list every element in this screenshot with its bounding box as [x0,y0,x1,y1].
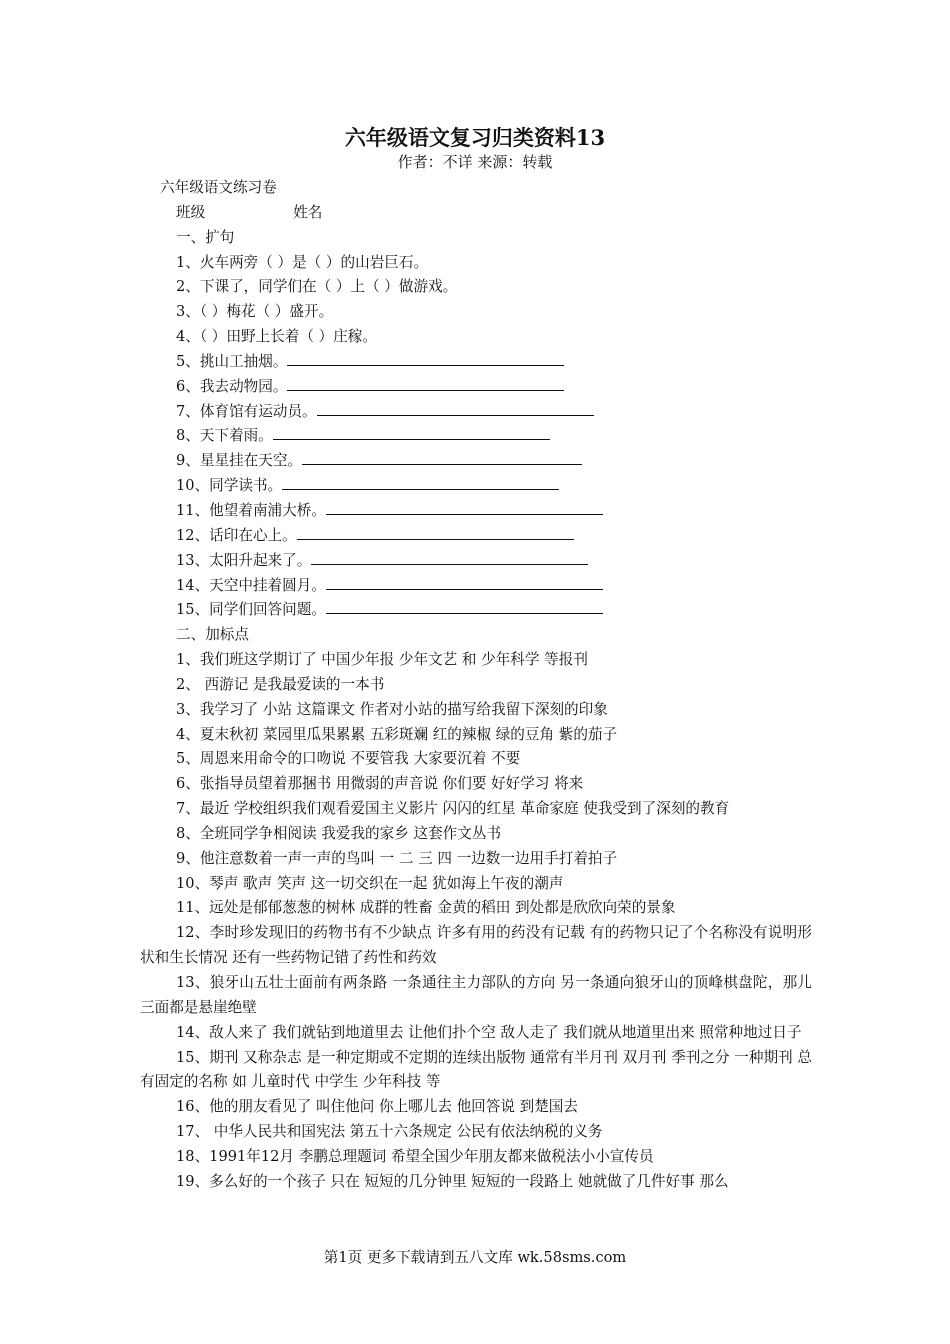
list-item: 8、全班同学争相阅读 我爱我的家乡 这套作文丛书 [176,824,502,842]
list-item: 3、我学习了 小站 这篇课文 作者对小站的描写给我留下深刻的印象 [176,700,608,718]
list-item: 9、他注意数着一声一声的鸟叫 一 二 三 四 一边数一边用手打着拍子 [176,849,618,867]
list-item: 2、下课了，同学们在（ ）上（ ）做游戏。 [176,278,458,296]
answer-blank [297,525,574,540]
list-item: 10、同学读书。 [140,474,812,499]
list-item: 18、1991年12月 李鹏总理题词 希望全国少年朋友都来做税法小小宣传员 [176,1147,654,1165]
list-item: 16、他的朋友看见了 叫住他问 你上哪儿去 他回答说 到楚国去 [176,1098,578,1116]
section-heading-expand: 一、扩句 [176,228,235,246]
answer-blank [311,550,588,565]
answer-blank [287,376,564,391]
list-item: 13、狼牙山五壮士面前有两条路 一条通往主力部队的方向 另一条通向狼牙山的顶峰棋盘陀，那儿三面都是悬崖绝壁 [140,974,812,1016]
list-item: 7、最近 学校组织我们观看爱国主义影片 闪闪的红星 革命家庭 使我受到了深刻的教育 [176,800,730,818]
list-item: 12、李时珍发现旧的药物书有不少缺点 许多有用的药没有记载 有的药物只记了个名称没有说明形状和生长情况 还有一些药物记错了药性和药效 [140,924,812,967]
document-title: 六年级语文复习归类资料13 [344,125,606,150]
list-item: 6、张指导员望着那捆书 用微弱的声音说 你们要 好好学习 将来 [176,775,584,793]
list-item: 4、夏末秋初 菜园里瓜果累累 五彩斑斓 红的辣椒 绿的豆角 紫的茄子 [176,725,618,743]
list-item: 13、太阳升起来了。 [140,549,812,574]
list-item: 11、远处是郁郁葱葱的树林 成群的牲畜 金黄的稻田 到处都是欣欣向荣的景象 [176,899,676,917]
list-item: 7、体育馆有运动员。 [140,400,812,425]
answer-blank [273,425,550,440]
list-item: 6、我去动物园。 [140,375,812,400]
answer-blank [302,450,582,465]
list-item: 3、（ ）梅花（ ）盛开。 [176,303,334,321]
list-item: 5、周恩来用命令的口吻说 不要管我 大家要沉着 不要 [176,750,521,768]
name-label: 姓名 [293,203,323,221]
list-item: 8、天下着雨。 [140,424,812,449]
answer-blank [287,351,564,366]
section-heading-punctuation: 二、加标点 [176,626,249,644]
list-item: 15、期刊 又称杂志 是一种定期或不定期的连续出版物 通常有半月刊 双月刊 季刊之分 一种期刊 总有固定的名称 如 儿童时代 中学生 少年科技 等 [140,1048,812,1091]
list-item: 19、多么好的一个孩子 只在 短短的几分钟里 短短的一段路上 她就做了几件好事 那么 [176,1172,729,1190]
list-item: 17、 中华人民共和国宪法 第五十六条规定 公民有依法纳税的义务 [176,1123,603,1141]
answer-blank [326,500,603,515]
class-label: 班级 [176,203,206,221]
list-item: 1、我们班这学期订了 中国少年报 少年文艺 和 少年科学 等报刊 [176,651,588,669]
answer-blank [282,475,559,490]
list-item: 14、天空中挂着圆月。 [140,574,812,599]
list-item: 14、敌人来了 我们就钻到地道里去 让他们扑个空 敌人走了 我们就从地道里出来 照常种地过日子 [176,1023,802,1041]
answer-blank [326,575,603,590]
answer-blank [317,401,594,416]
list-item: 11、他望着南浦大桥。 [140,499,812,524]
list-item: 5、挑山工抽烟。 [140,350,812,375]
list-item: 4、（ ）田野上长着（ ）庄稼。 [176,328,377,346]
answer-blank [326,599,603,614]
class-name-row [140,201,812,226]
list-item: 12、话印在心上。 [140,524,812,549]
list-item: 9、星星挂在天空。 [140,449,812,474]
list-item: 10、琴声 歌声 笑声 这一切交织在一起 犹如海上午夜的潮声 [176,874,564,892]
list-item: 1、火车两旁（ ）是（ ）的山岩巨石。 [176,253,429,271]
list-item: 2、 西游记 是我最爱读的一本书 [176,675,385,693]
list-item: 15、同学们回答问题。 [140,598,812,623]
document-subtitle: 作者：不详 来源：转载 [397,153,553,171]
page-footer: 第1页 更多下载请到五八文库 wk.58sms.com [323,1249,627,1266]
paper-title: 六年级语文练习卷 [160,179,277,196]
document-body [140,176,812,1195]
